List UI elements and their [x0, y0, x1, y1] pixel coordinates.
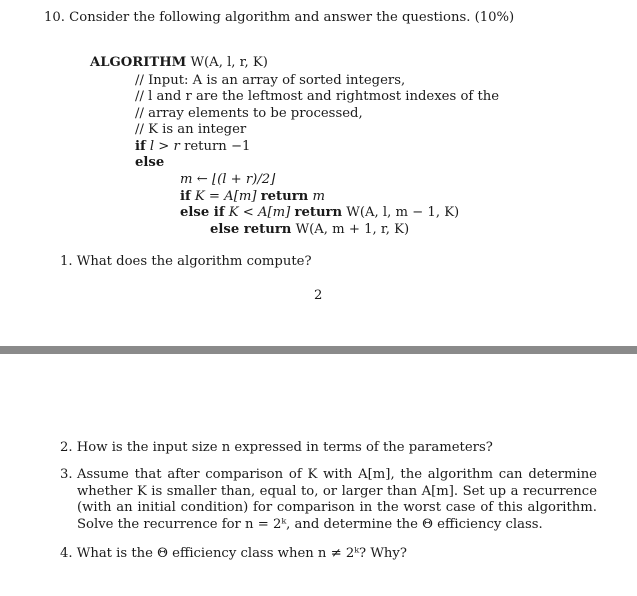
comment-line-4: // K is an integer — [135, 122, 247, 137]
else-return-value: W(A, m + 1, r, K) — [295, 222, 410, 237]
else-return-keyword: else return — [210, 222, 292, 237]
elseif-condition: K < A[m] — [228, 205, 291, 220]
else-line: else — [135, 155, 165, 170]
comment-line-1: // Input: A is an array of sorted integers, — [135, 73, 406, 88]
page-number: 2 — [314, 288, 323, 303]
page-divider — [0, 346, 637, 354]
question-4: 4. What is the Θ efficiency class when n ≠ 2ᵏ? Why? — [60, 546, 407, 561]
comment-line-2: // l and r are the leftmost and rightmost indexes of the — [135, 89, 500, 104]
elseif-keyword: else if — [180, 205, 225, 220]
question-3-number: 3. — [60, 467, 73, 482]
elseif-return-keyword: return — [294, 205, 343, 220]
question-2: 2. How is the input size n expressed in terms of the parameters? — [60, 440, 493, 455]
elseif-line — [180, 205, 459, 220]
algorithm-signature: W(A, l, r, K) — [190, 55, 268, 70]
if-keyword: if — [135, 139, 146, 154]
else-return-line — [210, 222, 409, 237]
if-action: return −1 — [184, 139, 251, 154]
assign-line: m ← ⌊(l + r)/2⌋ — [180, 172, 276, 187]
if2-return-value: m — [312, 189, 325, 204]
algorithm-keyword: ALGORITHM — [90, 55, 187, 70]
algorithm-title — [90, 55, 268, 70]
comment-line-3: // array elements to be processed, — [135, 106, 363, 121]
question-header: 10. Consider the following algorithm and answer the questions. (10%) — [44, 10, 515, 25]
if-line — [135, 139, 250, 154]
if-condition: l > r — [149, 139, 180, 154]
if2-return-keyword: return — [260, 189, 309, 204]
if2-condition: K = A[m] — [194, 189, 257, 204]
if2-line — [180, 189, 325, 204]
question-3-text: Assume that after comparison of K with A[m], the algorithm can determine whether K is smaller than, equal to, or larger than A[m]. Set up a recurrence (with an initial condition) for comparison in the worst case of this algorithm. Solve the recurrence for n = 2ᵏ, and determine the Θ efficiency class. — [77, 467, 597, 532]
elseif-return-value: W(A, l, m − 1, K) — [346, 205, 460, 220]
question-1: 1. What does the algorithm compute? — [60, 254, 312, 269]
if2-keyword: if — [180, 189, 191, 204]
